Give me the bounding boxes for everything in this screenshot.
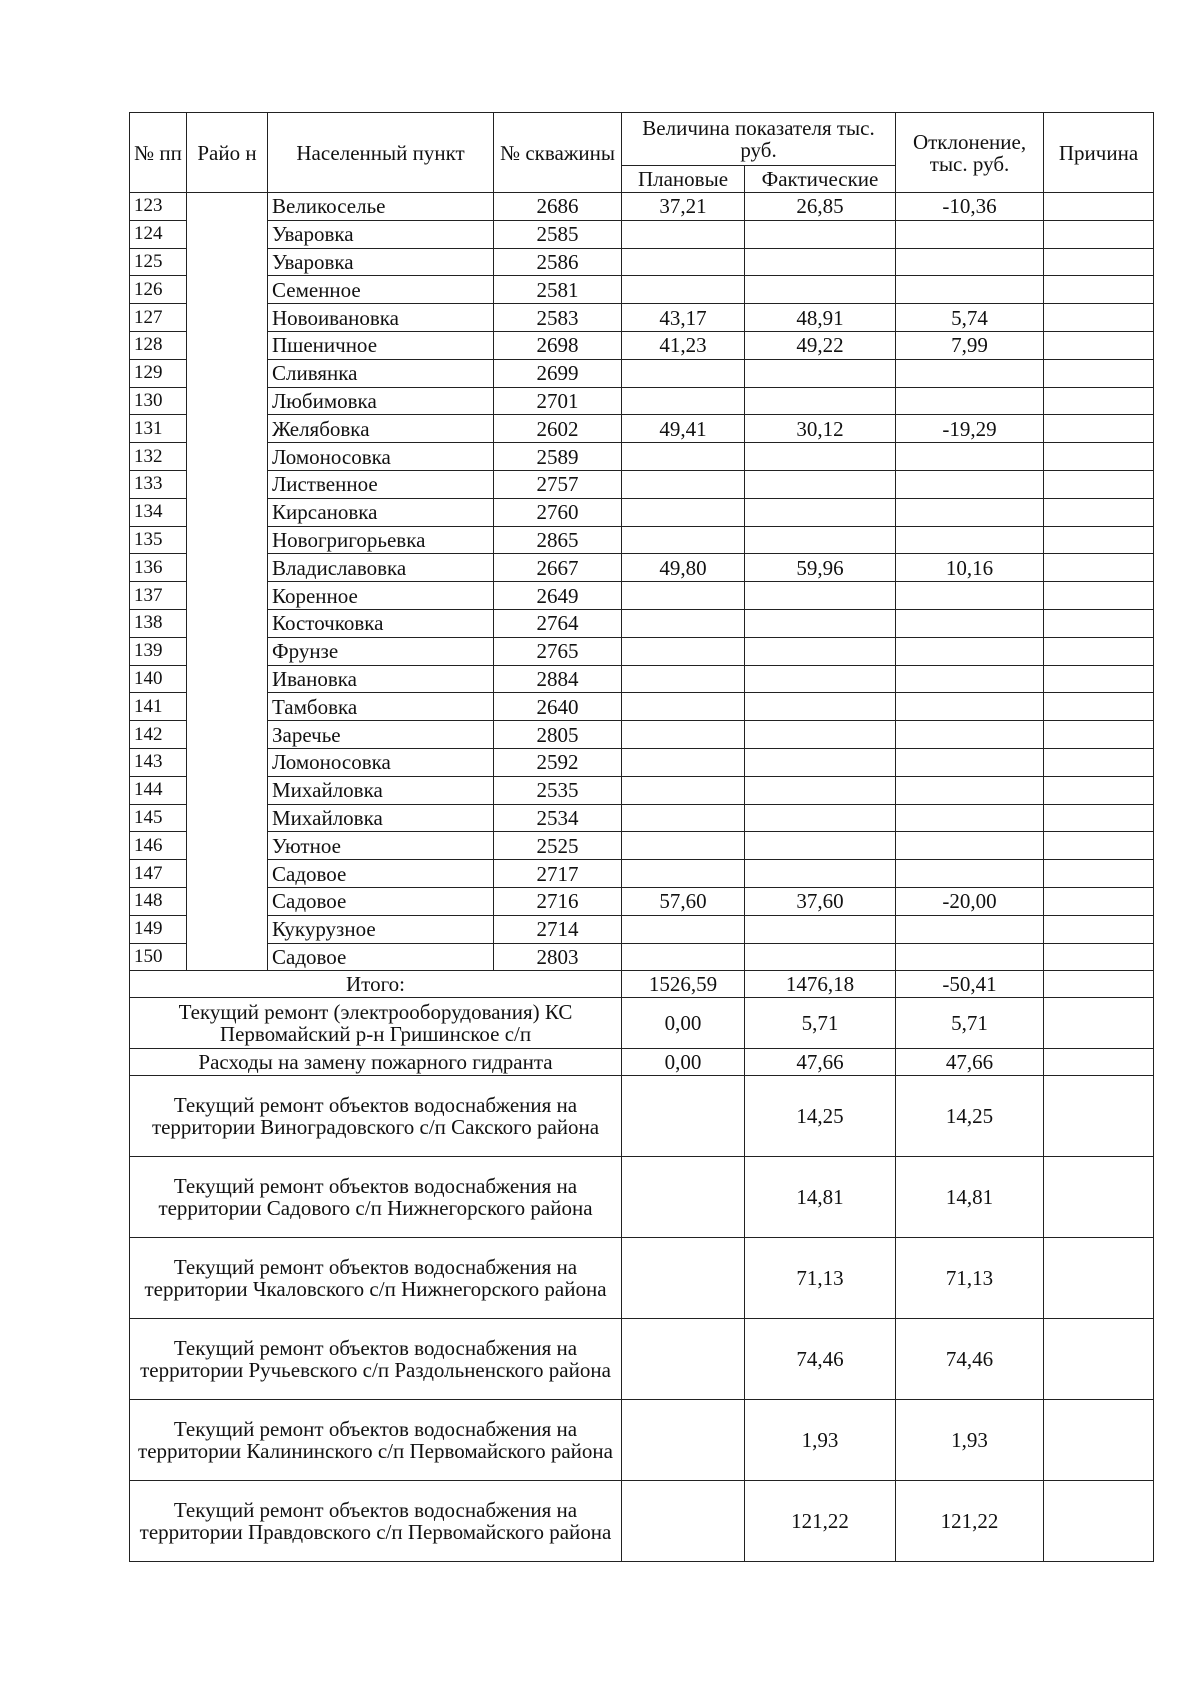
fact-value: 71,13 <box>745 1238 896 1319</box>
row-number: 144 <box>130 776 187 804</box>
expense-label: Расходы на замену пожарного гидранта <box>130 1049 622 1076</box>
row-number: 142 <box>130 721 187 749</box>
reason-cell <box>1044 415 1154 443</box>
header-plan: Плановые <box>622 166 745 193</box>
settlement-name: Владиславовка <box>268 554 494 582</box>
well-number: 2765 <box>494 637 622 665</box>
deviation-value: -10,36 <box>896 193 1044 221</box>
row-number: 137 <box>130 582 187 610</box>
table-row <box>130 860 1154 888</box>
deviation-value: -19,29 <box>896 415 1044 443</box>
settlement-name: Кукурузное <box>268 915 494 943</box>
table-row <box>130 887 1154 915</box>
settlement-name: Уваровка <box>268 220 494 248</box>
well-number: 2667 <box>494 554 622 582</box>
header-reason: Причина <box>1044 113 1154 193</box>
plan-value: 49,80 <box>622 554 745 582</box>
fact-value <box>745 915 896 943</box>
table-row <box>130 609 1154 637</box>
deviation-value <box>896 387 1044 415</box>
reason-cell <box>1044 193 1154 221</box>
deviation-value <box>896 359 1044 387</box>
fact-value: 5,71 <box>745 998 896 1049</box>
deviation-value: 5,71 <box>896 998 1044 1049</box>
deviation-value <box>896 832 1044 860</box>
fact-value: 14,81 <box>745 1157 896 1238</box>
header-deviation: Отклонение, тыс. руб. <box>896 113 1044 193</box>
well-number: 2803 <box>494 943 622 971</box>
deviation-value <box>896 721 1044 749</box>
row-number: 147 <box>130 860 187 888</box>
plan-value: 37,21 <box>622 193 745 221</box>
header-value-group: Величина показателя тыс. руб. <box>622 113 896 166</box>
table-row <box>130 193 1154 221</box>
deviation-value <box>896 693 1044 721</box>
row-number: 139 <box>130 637 187 665</box>
deviation-value: 1,93 <box>896 1400 1044 1481</box>
deviation-value <box>896 582 1044 610</box>
table-row <box>130 776 1154 804</box>
expense-label: Текущий ремонт объектов водоснабжения на территории Садового с/п Нижнегорского района <box>130 1157 622 1238</box>
table-row <box>130 276 1154 304</box>
reason-cell <box>1044 693 1154 721</box>
header-settlement: Населенный пункт <box>268 113 494 193</box>
fact-value <box>745 637 896 665</box>
fact-value <box>745 276 896 304</box>
row-number: 148 <box>130 887 187 915</box>
well-number: 2686 <box>494 193 622 221</box>
deviation-value: 10,16 <box>896 554 1044 582</box>
table-row <box>130 359 1154 387</box>
expense-label: Текущий ремонт объектов водоснабжения на территории Чкаловского с/п Нижнегорского района <box>130 1238 622 1319</box>
reason-cell <box>1044 554 1154 582</box>
plan-value <box>622 498 745 526</box>
settlement-name: Любимовка <box>268 387 494 415</box>
fact-value: 26,85 <box>745 193 896 221</box>
deviation-value: 47,66 <box>896 1049 1044 1076</box>
fact-value <box>745 693 896 721</box>
table-row <box>130 526 1154 554</box>
reason-cell <box>1044 748 1154 776</box>
deviation-value: -20,00 <box>896 887 1044 915</box>
settlement-name: Желябовка <box>268 415 494 443</box>
fact-value: 59,96 <box>745 554 896 582</box>
row-number: 131 <box>130 415 187 443</box>
settlement-name: Михайловка <box>268 804 494 832</box>
plan-value <box>622 721 745 749</box>
well-number: 2581 <box>494 276 622 304</box>
settlement-name: Семенное <box>268 276 494 304</box>
deviation-value <box>896 776 1044 804</box>
plan-value <box>622 359 745 387</box>
reason-cell <box>1044 498 1154 526</box>
deviation-value <box>896 665 1044 693</box>
fact-value: 48,91 <box>745 304 896 332</box>
fact-value: 14,25 <box>745 1076 896 1157</box>
reason-cell <box>1044 443 1154 471</box>
reason-cell <box>1044 943 1154 971</box>
row-number: 128 <box>130 331 187 359</box>
fact-value <box>745 443 896 471</box>
fact-value <box>745 248 896 276</box>
well-number: 2714 <box>494 915 622 943</box>
expense-label: Текущий ремонт объектов водоснабжения на территории Виноградовского с/п Сакского района <box>130 1076 622 1157</box>
fact-value <box>745 470 896 498</box>
settlement-name: Великоселье <box>268 193 494 221</box>
total-fact: 1476,18 <box>745 971 896 998</box>
deviation-value <box>896 248 1044 276</box>
plan-value: 43,17 <box>622 304 745 332</box>
fact-value <box>745 220 896 248</box>
row-number: 127 <box>130 304 187 332</box>
fact-value: 1,93 <box>745 1400 896 1481</box>
fact-value <box>745 387 896 415</box>
settlement-name: Косточковка <box>268 609 494 637</box>
plan-value <box>622 943 745 971</box>
well-number: 2865 <box>494 526 622 554</box>
plan-value <box>622 276 745 304</box>
settlement-name: Садовое <box>268 860 494 888</box>
expense-label: Текущий ремонт объектов водоснабжения на территории Калининского с/п Первомайского района <box>130 1400 622 1481</box>
well-number: 2589 <box>494 443 622 471</box>
fact-value <box>745 860 896 888</box>
well-number: 2764 <box>494 609 622 637</box>
plan-value: 0,00 <box>622 1049 745 1076</box>
reason-cell <box>1044 1238 1154 1319</box>
plan-value: 0,00 <box>622 998 745 1049</box>
table-row <box>130 498 1154 526</box>
well-number: 2717 <box>494 860 622 888</box>
row-number: 125 <box>130 248 187 276</box>
plan-value <box>622 915 745 943</box>
settlement-name: Ивановка <box>268 665 494 693</box>
well-number: 2716 <box>494 887 622 915</box>
well-number: 2586 <box>494 248 622 276</box>
settlement-name: Коренное <box>268 582 494 610</box>
reason-cell <box>1044 1076 1154 1157</box>
reason-cell <box>1044 1481 1154 1562</box>
repair-expense-row <box>130 1319 1154 1400</box>
settlement-name: Тамбовка <box>268 693 494 721</box>
reason-cell <box>1044 887 1154 915</box>
fact-value <box>745 748 896 776</box>
fact-value: 47,66 <box>745 1049 896 1076</box>
header-no: № пп <box>130 113 187 193</box>
row-number: 130 <box>130 387 187 415</box>
settlement-name: Кирсановка <box>268 498 494 526</box>
reason-cell <box>1044 248 1154 276</box>
row-number: 138 <box>130 609 187 637</box>
plan-value <box>622 776 745 804</box>
reason-cell <box>1044 220 1154 248</box>
plan-value <box>622 1238 745 1319</box>
row-number: 141 <box>130 693 187 721</box>
reason-cell <box>1044 665 1154 693</box>
reason-cell <box>1044 387 1154 415</box>
fact-value: 30,12 <box>745 415 896 443</box>
settlement-name: Ломоносовка <box>268 748 494 776</box>
deviation-value: 74,46 <box>896 1319 1044 1400</box>
fact-value <box>745 609 896 637</box>
reason-cell <box>1044 998 1154 1049</box>
deviation-value: 71,13 <box>896 1238 1044 1319</box>
plan-value: 57,60 <box>622 887 745 915</box>
total-label: Итого: <box>130 971 622 998</box>
plan-value <box>622 693 745 721</box>
reason-cell <box>1044 721 1154 749</box>
row-number: 150 <box>130 943 187 971</box>
reason-cell <box>1044 1400 1154 1481</box>
fact-value <box>745 943 896 971</box>
plan-value <box>622 1319 745 1400</box>
well-number: 2535 <box>494 776 622 804</box>
fact-value <box>745 804 896 832</box>
settlement-name: Уваровка <box>268 248 494 276</box>
table-row <box>130 470 1154 498</box>
well-number: 2649 <box>494 582 622 610</box>
total-deviation: -50,41 <box>896 971 1044 998</box>
reason-cell <box>1044 359 1154 387</box>
deviation-value: 121,22 <box>896 1481 1044 1562</box>
settlement-name: Новоивановка <box>268 304 494 332</box>
deviation-value <box>896 637 1044 665</box>
settlement-name: Новогригорьевка <box>268 526 494 554</box>
reason-cell <box>1044 1157 1154 1238</box>
district-cell <box>187 193 268 971</box>
plan-value <box>622 1400 745 1481</box>
repair-expense-row <box>130 1238 1154 1319</box>
well-number: 2757 <box>494 470 622 498</box>
plan-value <box>622 443 745 471</box>
well-number: 2884 <box>494 665 622 693</box>
fact-value <box>745 776 896 804</box>
well-number: 2534 <box>494 804 622 832</box>
table-row <box>130 693 1154 721</box>
repair-expense-row <box>130 1481 1154 1562</box>
expenses-table <box>129 112 1154 1562</box>
table-row <box>130 582 1154 610</box>
settlement-name: Садовое <box>268 887 494 915</box>
total-row <box>130 971 1154 998</box>
header-fact: Фактические <box>745 166 896 193</box>
row-number: 123 <box>130 193 187 221</box>
well-number: 2760 <box>494 498 622 526</box>
plan-value <box>622 248 745 276</box>
table-row <box>130 804 1154 832</box>
reason-cell <box>1044 776 1154 804</box>
deviation-value: 14,25 <box>896 1076 1044 1157</box>
well-number: 2699 <box>494 359 622 387</box>
plan-value <box>622 804 745 832</box>
settlement-name: Уютное <box>268 832 494 860</box>
row-number: 136 <box>130 554 187 582</box>
plan-value <box>622 609 745 637</box>
reason-cell <box>1044 637 1154 665</box>
row-number: 140 <box>130 665 187 693</box>
header-well: № скважины <box>494 113 622 193</box>
deviation-value <box>896 748 1044 776</box>
table-row <box>130 304 1154 332</box>
reason-cell <box>1044 915 1154 943</box>
deviation-value: 7,99 <box>896 331 1044 359</box>
row-number: 134 <box>130 498 187 526</box>
reason-cell <box>1044 832 1154 860</box>
settlement-name: Сливянка <box>268 359 494 387</box>
settlement-name: Лиственное <box>268 470 494 498</box>
fact-value <box>745 721 896 749</box>
table-row <box>130 721 1154 749</box>
row-number: 145 <box>130 804 187 832</box>
repair-expense-row <box>130 1157 1154 1238</box>
fact-value <box>745 582 896 610</box>
reason-cell <box>1044 1049 1154 1076</box>
well-number: 2640 <box>494 693 622 721</box>
plan-value <box>622 220 745 248</box>
deviation-value: 5,74 <box>896 304 1044 332</box>
fact-value <box>745 526 896 554</box>
reason-cell <box>1044 609 1154 637</box>
deviation-value <box>896 220 1044 248</box>
deviation-value: 14,81 <box>896 1157 1044 1238</box>
reason-cell <box>1044 304 1154 332</box>
row-number: 143 <box>130 748 187 776</box>
reason-cell <box>1044 470 1154 498</box>
plan-value <box>622 637 745 665</box>
table-row <box>130 415 1154 443</box>
repair-expense-row <box>130 1076 1154 1157</box>
fact-value <box>745 498 896 526</box>
reason-cell <box>1044 860 1154 888</box>
reason-cell <box>1044 526 1154 554</box>
row-number: 124 <box>130 220 187 248</box>
deviation-value <box>896 498 1044 526</box>
settlement-name: Ломоносовка <box>268 443 494 471</box>
deviation-value <box>896 943 1044 971</box>
settlement-name: Фрунзе <box>268 637 494 665</box>
table-row <box>130 220 1154 248</box>
total-plan: 1526,59 <box>622 971 745 998</box>
deviation-value <box>896 470 1044 498</box>
well-number: 2525 <box>494 832 622 860</box>
table-row <box>130 637 1154 665</box>
well-number: 2602 <box>494 415 622 443</box>
table-row <box>130 665 1154 693</box>
plan-value <box>622 1157 745 1238</box>
deviation-value <box>896 860 1044 888</box>
plan-value <box>622 665 745 693</box>
row-number: 132 <box>130 443 187 471</box>
plan-value <box>622 1076 745 1157</box>
fact-value <box>745 665 896 693</box>
expense-label: Текущий ремонт объектов водоснабжения на территории Правдовского с/п Первомайского района <box>130 1481 622 1562</box>
row-number: 129 <box>130 359 187 387</box>
table-row <box>130 331 1154 359</box>
table-row <box>130 943 1154 971</box>
header-district: Райо н <box>187 113 268 193</box>
well-number: 2585 <box>494 220 622 248</box>
row-number: 135 <box>130 526 187 554</box>
well-number: 2583 <box>494 304 622 332</box>
expense-label: Текущий ремонт (электрооборудования) КС Первомайский р-н Гришинское с/п <box>130 998 622 1049</box>
plan-value <box>622 748 745 776</box>
fact-value: 37,60 <box>745 887 896 915</box>
reason-cell <box>1044 582 1154 610</box>
deviation-value <box>896 804 1044 832</box>
deviation-value <box>896 915 1044 943</box>
table-row <box>130 554 1154 582</box>
reason-cell <box>1044 1319 1154 1400</box>
plan-value: 41,23 <box>622 331 745 359</box>
fact-value <box>745 832 896 860</box>
plan-value: 49,41 <box>622 415 745 443</box>
plan-value <box>622 582 745 610</box>
well-number: 2592 <box>494 748 622 776</box>
row-number: 133 <box>130 470 187 498</box>
repair-expense-row <box>130 1400 1154 1481</box>
well-number: 2805 <box>494 721 622 749</box>
deviation-value <box>896 276 1044 304</box>
fact-value: 49,22 <box>745 331 896 359</box>
plan-value <box>622 1481 745 1562</box>
well-number: 2698 <box>494 331 622 359</box>
plan-value <box>622 832 745 860</box>
table-row <box>130 748 1154 776</box>
plan-value <box>622 526 745 554</box>
table-row <box>130 248 1154 276</box>
settlement-name: Садовое <box>268 943 494 971</box>
row-number: 146 <box>130 832 187 860</box>
reason-cell <box>1044 276 1154 304</box>
extra-expense-row <box>130 1049 1154 1076</box>
table-row <box>130 387 1154 415</box>
reason-cell <box>1044 804 1154 832</box>
plan-value <box>622 387 745 415</box>
settlement-name: Пшеничное <box>268 331 494 359</box>
extra-expense-row <box>130 998 1154 1049</box>
deviation-value <box>896 526 1044 554</box>
fact-value <box>745 359 896 387</box>
well-number: 2701 <box>494 387 622 415</box>
row-number: 126 <box>130 276 187 304</box>
fact-value: 121,22 <box>745 1481 896 1562</box>
deviation-value <box>896 443 1044 471</box>
settlement-name: Заречье <box>268 721 494 749</box>
plan-value <box>622 470 745 498</box>
plan-value <box>622 860 745 888</box>
expense-label: Текущий ремонт объектов водоснабжения на территории Ручьевского с/п Раздольненского района <box>130 1319 622 1400</box>
row-number: 149 <box>130 915 187 943</box>
fact-value: 74,46 <box>745 1319 896 1400</box>
table-row <box>130 443 1154 471</box>
table-row <box>130 915 1154 943</box>
reason-cell <box>1044 971 1154 998</box>
reason-cell <box>1044 331 1154 359</box>
table-row <box>130 832 1154 860</box>
deviation-value <box>896 609 1044 637</box>
settlement-name: Михайловка <box>268 776 494 804</box>
